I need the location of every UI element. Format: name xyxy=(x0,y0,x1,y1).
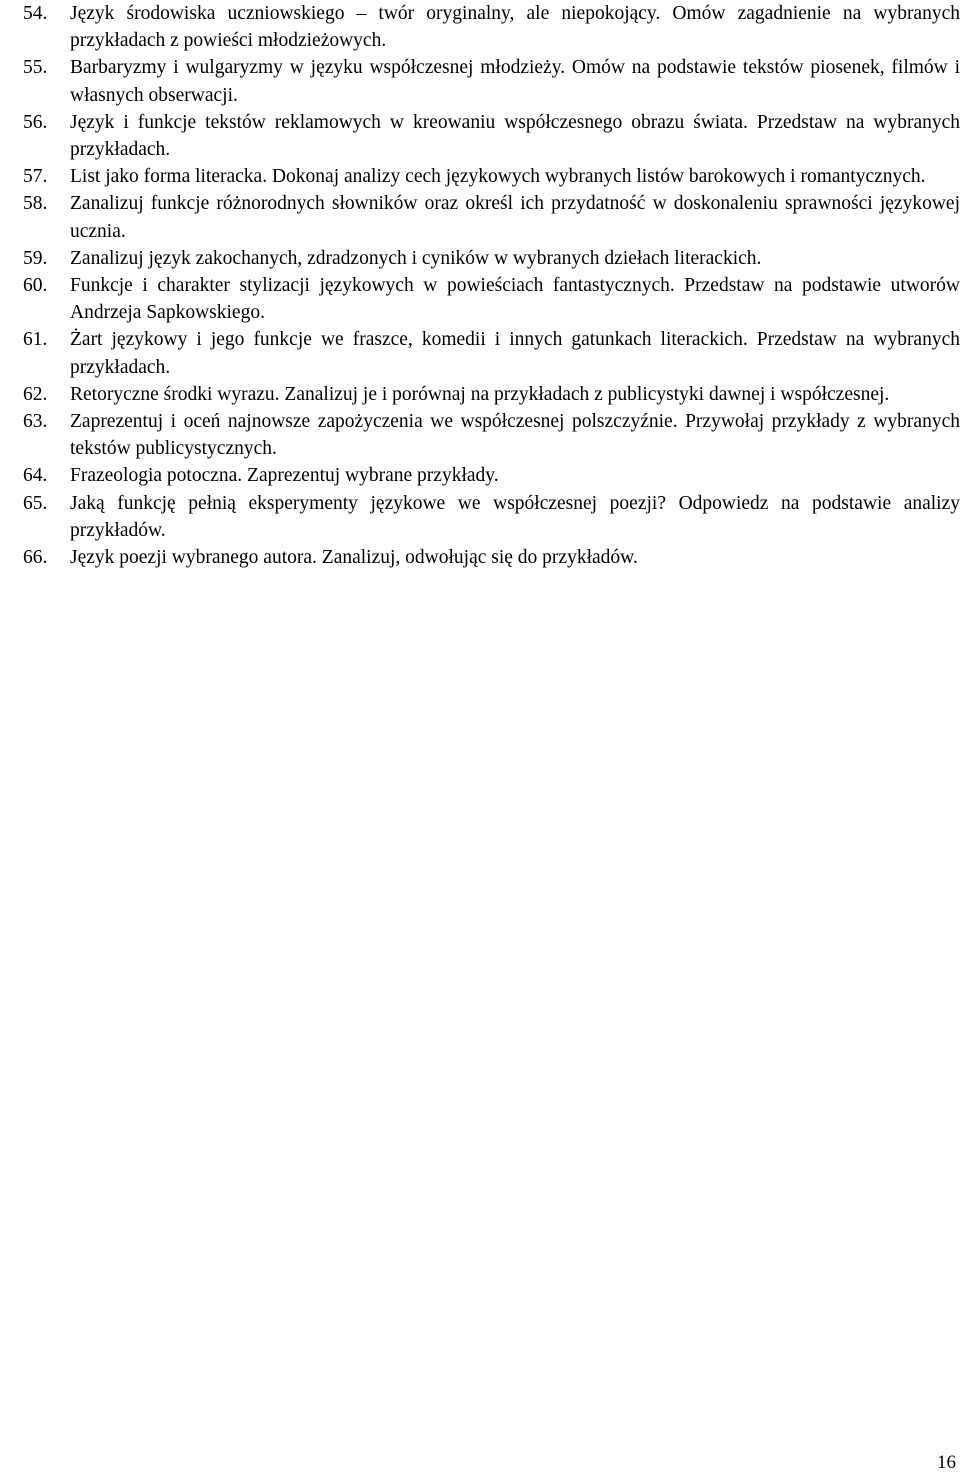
topic-item xyxy=(23,462,960,489)
topic-text: Frazeologia potoczna. Zaprezentuj wybrane przykłady. xyxy=(70,465,499,487)
topic-number: 60. xyxy=(23,275,48,297)
topic-text: Język środowiska uczniowskiego – twór oryginalny, ale niepokojący. Omów zagadnienie na wybranych przykładach z powieści młodzieżowych. xyxy=(70,3,960,52)
topic-number: 55. xyxy=(23,57,48,79)
topic-number: 61. xyxy=(23,329,48,351)
topic-item xyxy=(23,408,960,462)
topic-number: 58. xyxy=(23,193,48,215)
topic-text: Język poezji wybranego autora. Zanalizuj, odwołując się do przykładów. xyxy=(70,547,638,569)
topic-text: List jako forma literacka. Dokonaj analizy cech językowych wybranych listów barokowych i romantycznych. xyxy=(70,166,926,188)
topic-item xyxy=(23,272,960,326)
topic-text: Retoryczne środki wyrazu. Zanalizuj je i porównaj na przykładach z publicystyki dawnej i współczesnej. xyxy=(70,383,890,405)
topic-item xyxy=(23,163,960,190)
topic-text: Język i funkcje tekstów reklamowych w kreowaniu współczesnego obrazu świata. Przedstaw na wybranych przykładach. xyxy=(70,111,960,161)
topic-item xyxy=(23,109,960,163)
topic-number: 56. xyxy=(23,111,48,133)
topic-number: 54. xyxy=(23,3,48,24)
topic-item xyxy=(23,326,960,380)
topic-text: Barbaryzmy i wulgaryzmy w języku współczesnej młodzieży. Omów na podstawie tekstów piosenek, filmów i własnych obserwacji. xyxy=(70,57,960,106)
topic-number: 64. xyxy=(23,465,48,487)
topic-number: 59. xyxy=(23,247,48,269)
topic-text: Żart językowy i jego funkcje we fraszce, komedii i innych gatunkach literackich. Przedstaw na wybranych przykładach. xyxy=(70,329,960,378)
topic-text: Funkcje i charakter stylizacji językowych w powieściach fantastycznych. Przedstaw na podstawie utworów Andrzeja Sapkowskiego. xyxy=(70,275,960,324)
topic-number: 62. xyxy=(23,383,48,405)
topic-item xyxy=(23,54,960,108)
topic-number: 65. xyxy=(23,492,48,514)
topic-text: Zaprezentuj i oceń najnowsze zapożyczenia we współczesnej polszczyźnie. Przywołaj przykłady z wybranych tekstów publicystycznych. xyxy=(70,411,960,460)
topic-number: 66. xyxy=(23,547,48,569)
topic-text: Zanalizuj język zakochanych, zdradzonych i cyników w wybranych dziełach literackich. xyxy=(70,247,762,269)
topic-number: 63. xyxy=(23,411,48,433)
topic-item xyxy=(23,0,960,54)
page-number: 16 xyxy=(937,1452,956,1473)
topic-text: Zanalizuj funkcje różnorodnych słowników oraz określ ich przydatność w doskonaleniu sprawności językowej ucznia. xyxy=(70,193,960,242)
topic-item xyxy=(23,190,960,244)
topic-item xyxy=(23,544,960,571)
topic-item xyxy=(23,381,960,408)
topic-item xyxy=(23,245,960,272)
topic-item xyxy=(23,490,960,544)
topic-number: 57. xyxy=(23,166,48,188)
topic-list xyxy=(23,0,960,571)
topic-text: Jaką funkcję pełnią eksperymenty językowe we współczesnej poezji? Odpowiedz na podstawie analizy przykładów. xyxy=(70,492,960,541)
